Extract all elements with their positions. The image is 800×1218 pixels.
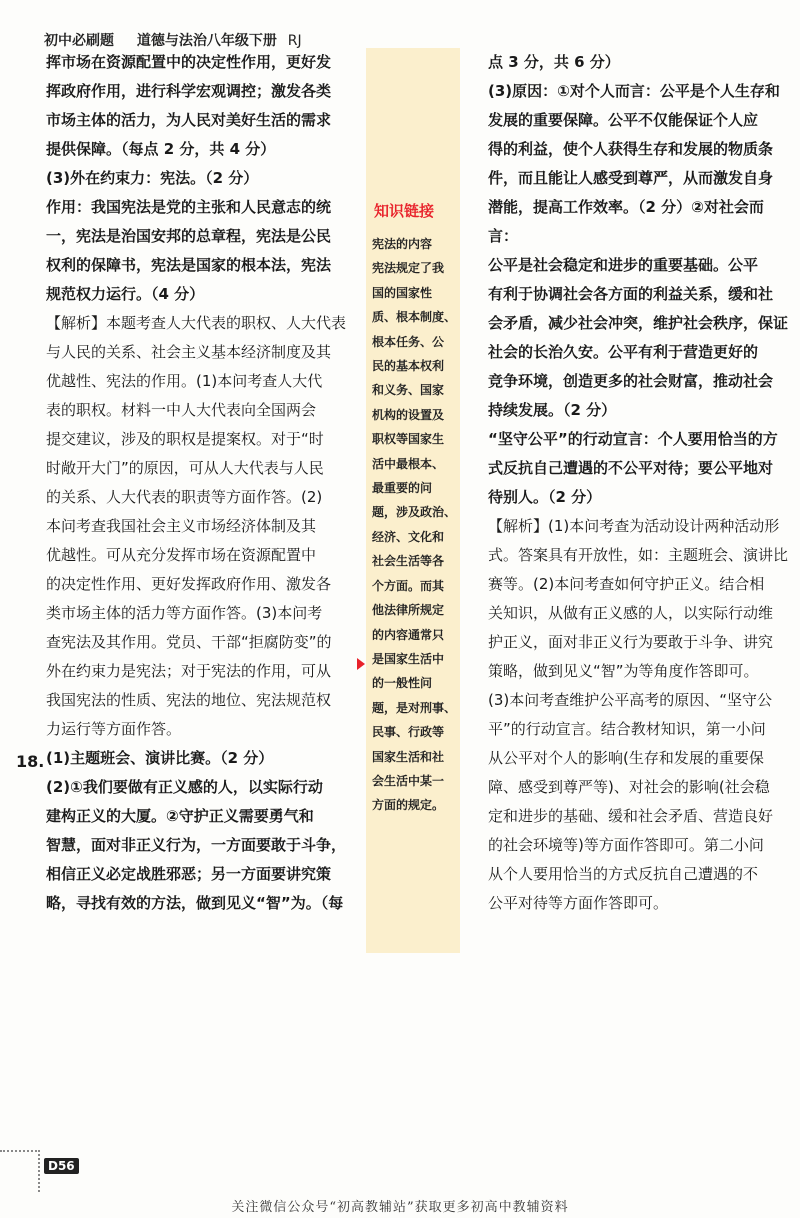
right-line: 定和进步的基础、缓和社会矛盾、营造良好 <box>488 807 774 825</box>
left-line: 优越性。可从充分发挥市场在资源配置中 <box>46 546 317 564</box>
left-line: 优越性、宪法的作用。(1)本问考查人大代 <box>46 372 323 390</box>
right-line: 障、感受到尊严等)、对社会的影响(社会稳 <box>488 778 770 796</box>
right-line: 【解析】(1)本问考查为活动设计两种活动形 <box>488 517 780 535</box>
right-line: 策略，做到见义“智”为等角度作答即可。 <box>488 662 759 680</box>
book-title: 初中必刷题 <box>44 33 114 49</box>
sidebar-line: 宪法规定了我 <box>372 261 445 276</box>
sidebar-line: 会生活中某一 <box>372 773 445 788</box>
right-line: 从个人要用恰当的方式反抗自己遭遇的不 <box>488 865 759 883</box>
right-line: 件，而且能让人感受到尊严，从而激发自身 <box>488 169 774 187</box>
sidebar-line: 的内容通常只 <box>372 627 445 642</box>
right-column <box>488 48 788 918</box>
left-line: 本问考查我国社会主义市场经济体制及其 <box>46 517 317 535</box>
right-line: 公平对待等方面作答即可。 <box>488 894 669 912</box>
left-line: 提交建议，涉及的职权是提案权。对于“时 <box>46 430 324 448</box>
left-line: (1)主题班会、演讲比赛。（2 分） <box>46 749 274 767</box>
page-number: D56 <box>44 1158 79 1174</box>
left-line: 的关系、人大代表的职责等方面作答。(2) <box>46 488 323 506</box>
right-line: 赛等。(2)本问考查如何守护正义。结合相 <box>488 575 765 593</box>
sidebar-line: 机构的设置及 <box>372 407 445 422</box>
right-line: (3)原因：①对个人而言：公平是个人生存和 <box>488 82 780 100</box>
sidebar-line: 经济、文化和 <box>372 529 445 544</box>
left-line: 相信正义必定战胜邪恶；另一方面要讲究策 <box>46 865 332 883</box>
sidebar-line: 宪法的内容 <box>372 237 433 251</box>
left-line: 建构正义的大厦。②守护正义需要勇气和 <box>46 807 314 825</box>
left-line: 一，宪法是治国安邦的总章程，宪法是公民 <box>46 227 332 245</box>
left-line: 的决定性作用、更好发挥政府作用、激发各 <box>46 575 332 593</box>
running-header <box>44 30 302 50</box>
right-line: 式反抗自己遭遇的不公平对待；要公平地对 <box>488 459 774 477</box>
footer-note: 关注微信公众号“初高教辅站”获取更多初高中教辅资料 <box>231 1200 569 1215</box>
sidebar-title: 知识链接 <box>374 202 435 220</box>
left-line: (2)①我们要做有正义感的人，以实际行动 <box>46 778 323 796</box>
right-line: 点 3 分，共 6 分） <box>488 53 620 71</box>
right-line: 社会的长治久安。公平有利于营造更好的 <box>488 343 759 361</box>
left-line: 权利的保障书，宪法是国家的根本法，宪法 <box>46 256 332 274</box>
sidebar-line: 最重要的问 <box>372 481 433 496</box>
edition-label: RJ <box>287 33 302 49</box>
right-line: 待别人。（2 分） <box>488 488 602 506</box>
right-line: 的社会环境等)等方面作答即可。第二小问 <box>488 836 764 854</box>
left-line: 智慧，面对非正义行为，一方面要敢于斗争， <box>46 836 347 854</box>
sidebar-line: 和义务、国家 <box>372 383 445 398</box>
right-line: 公平是社会稳定和进步的重要基础。公平 <box>488 256 759 274</box>
sidebar-body <box>372 232 456 818</box>
left-line: 我国宪法的性质、宪法的地位、宪法规范权 <box>46 691 332 709</box>
left-line: 时敞开大门”的原因，可从人大代表与人民 <box>46 459 324 477</box>
right-line: 竞争环境，创造更多的社会财富，推动社会 <box>488 372 774 390</box>
right-line: 发展的重要保障。公平不仅能保证个人应 <box>488 111 759 129</box>
right-line: 潜能，提高工作效率。（2 分）②对社会而言： <box>488 198 764 245</box>
left-line: 作用：我国宪法是党的主张和人民意志的统 <box>46 198 332 216</box>
left-line: 查宪法及其作用。党员、干部“拒腐防变”的 <box>46 633 332 651</box>
sidebar-line: 的一般性问 <box>372 676 433 691</box>
right-line: 关知识，从做有正义感的人，以实际行动维 <box>488 604 774 622</box>
left-line: 外在约束力是宪法；对于宪法的作用，可从 <box>46 662 332 680</box>
left-line: 提供保障。（每点 2 分，共 4 分） <box>46 140 276 158</box>
sidebar-line: 是国家生活中 <box>372 651 445 666</box>
left-line: (3)外在约束力：宪法。（2 分） <box>46 169 259 187</box>
left-column <box>46 48 366 918</box>
right-line: 护正义，面对非正义行为要敢于斗争、讲究 <box>488 633 774 651</box>
left-line: 市场主体的活力，为人民对美好生活的需求 <box>46 111 332 129</box>
pointer-arrow-icon <box>357 658 365 670</box>
left-line: 类市场主体的活力等方面作答。(3)本问考 <box>46 604 323 622</box>
right-line: 有利于协调社会各方面的利益关系，缓和社 <box>488 285 774 303</box>
right-line: (3)本问考查维护公平高考的原因、“坚守公 <box>488 691 773 709</box>
sidebar-line: 活中最根本、 <box>372 456 445 471</box>
right-line: 从公平对个人的影响(生存和发展的重要保 <box>488 749 764 767</box>
left-line: 挥政府作用，进行科学宏观调控；激发各类 <box>46 82 332 100</box>
sidebar-line: 根本任务、公 <box>372 334 445 349</box>
left-line: 规范权力运行。（4 分） <box>46 285 205 303</box>
left-line: 与人民的关系、社会主义基本经济制度及其 <box>46 343 332 361</box>
question-number: 18. <box>16 752 45 771</box>
sidebar-line: 民的基本权利 <box>372 359 445 374</box>
left-line: 力运行等方面作答。 <box>46 720 182 738</box>
corner-dotted-border <box>0 1150 40 1192</box>
sidebar-line: 方面的规定。 <box>372 798 445 813</box>
sidebar-line: 质、根本制度、 <box>372 310 457 325</box>
sidebar-line: 他法律所规定 <box>372 603 445 618</box>
sidebar-line: 个方面。而其 <box>372 578 445 593</box>
right-line: “坚守公平”的行动宣言：个人要用恰当的方 <box>488 430 778 448</box>
right-line: 持续发展。（2 分） <box>488 401 617 419</box>
sidebar-line: 题，涉及政治、 <box>372 505 457 520</box>
left-line: 【解析】本题考查人大代表的职权、人大代表 <box>46 314 347 332</box>
sidebar-line: 民事、行政等 <box>372 725 445 740</box>
right-line: 式。答案具有开放性，如：主题班会、演讲比 <box>488 546 789 564</box>
sidebar-line: 国家生活和社 <box>372 749 445 764</box>
left-line: 挥市场在资源配置中的决定性作用，更好发 <box>46 53 332 71</box>
right-line: 平”的行动宣言。结合教材知识，第一小问 <box>488 720 766 738</box>
subject-title: 道德与法治八年级下册 <box>136 33 277 49</box>
sidebar-line: 社会生活等各 <box>372 554 445 569</box>
sidebar-line: 职权等国家生 <box>372 432 445 447</box>
left-line: 略，寻找有效的方法，做到见义“智”为。（每 <box>46 894 344 912</box>
sidebar-line: 国的国家性 <box>372 285 433 300</box>
knowledge-link-sidebar <box>366 48 460 953</box>
left-line: 表的职权。材料一中人大代表向全国两会 <box>46 401 317 419</box>
right-line: 会矛盾，减少社会冲突，维护社会秩序，保证 <box>488 314 789 332</box>
sidebar-line: 题，是对刑事、 <box>372 700 457 715</box>
right-line: 得的利益，使个人获得生存和发展的物质条 <box>488 140 774 158</box>
